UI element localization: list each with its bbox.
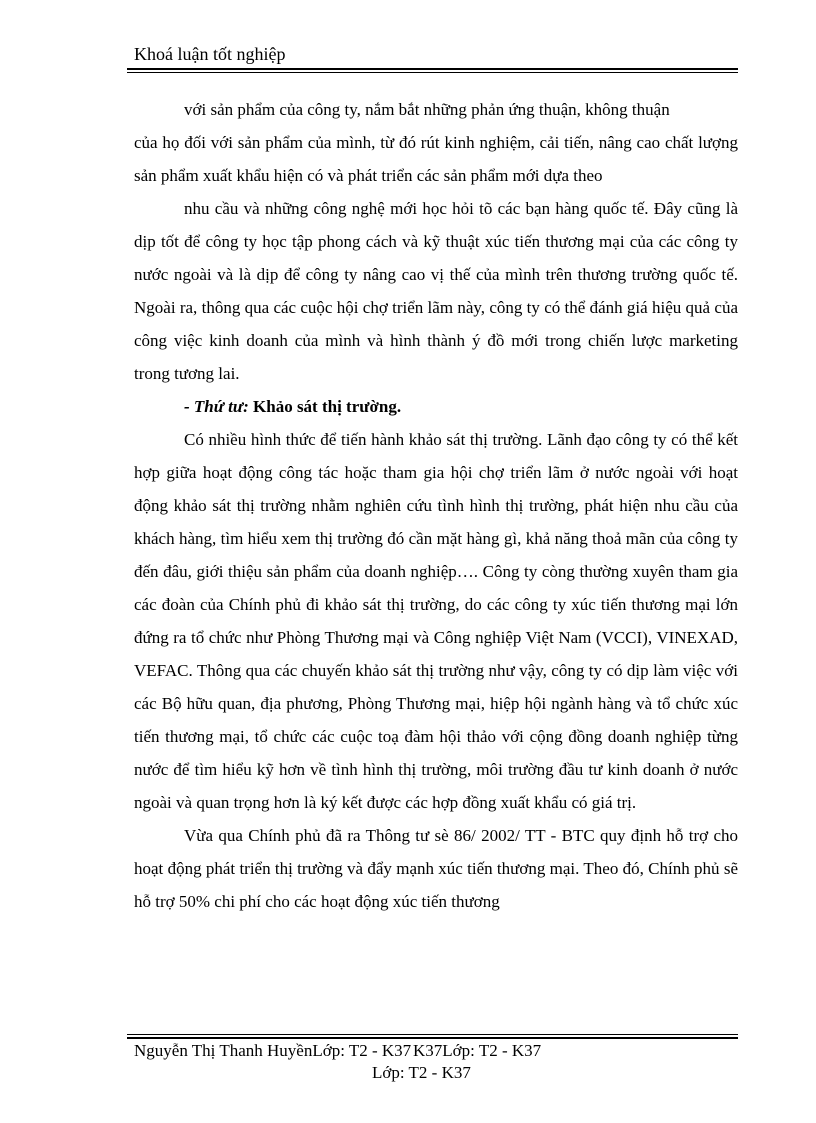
paragraph-continuation-first-line: với sản phẩm của công ty, nắm bắt những phản ứng thuận, không thuận: [184, 100, 670, 119]
page-header-title: Khoá luận tốt nghiệp: [134, 44, 286, 64]
paragraph-continuation: của họ đối với sản phẩm của mình, từ đó rút kinh nghiệm, cải tiến, nâng cao chất lượng sản phẩm xuất khẩu hiện có và phát triển các sản phẩm mới dựa theo: [134, 133, 738, 185]
footer-overlapping-text: K37Lớp: T2 - K37: [413, 1041, 542, 1060]
paragraph: Vừa qua Chính phủ đã ra Thông tư sè 86/ 2002/ TT - BTC quy định hỗ trợ cho hoạt động phát triển thị trường và đẩy mạnh xúc tiến thương mại. Theo đó, Chính phủ sẽ hỗ trợ 50% chi phí cho các hoạt động xúc tiến thương: [134, 826, 738, 911]
section-heading-label: - Thứ tư:: [184, 397, 249, 416]
paragraph: Có nhiều hình thức để tiến hành khảo sát thị trường. Lãnh đạo công ty có thể kết hợp giữa hoạt động công tác hoặc tham gia hội chợ triển lãm ở nước ngoài với hoạt động khảo sát thị trường nhằm nghiên cứu tình hình thị trường, phát hiện nhu cầu của khách hàng, tìm hiểu xem thị trường đó cần mặt hàng gì, khả năng thoả mãn của công ty đến đâu, giới thiệu sản phẩm của doanh nghiệp…. Công ty còng thường xuyên tham gia các đoàn của Chính phủ đi khảo sát thị trường, do các công ty xúc tiến thương mại lớn đứng ra tổ chức như Phòng Thương mại và Công nghiệp Việt Nam (VCCI), VINEXAD, VEFAC. Thông qua các chuyến khảo sát thị trường như vậy, công ty có dịp làm việc với các Bộ hữu quan, địa phương, Phòng Thương mại, hiệp hội ngành hàng và tổ chức xúc tiến thương mại, tổ chức các cuộc toạ đàm hội thảo với cộng đồng doanh nghiệp từng nước để tìm hiểu kỹ hơn về tình hình thị trường, môi trường đầu tư kinh doanh ở nước ngoài và quan trọng hơn là ký kết được các hợp đồng xuất khẩu có giá trị.: [134, 430, 738, 812]
header-divider: [127, 68, 738, 70]
header-divider-thin: [127, 72, 738, 73]
paragraph: nhu cầu và những công nghệ mới học hỏi tõ các bạn hàng quốc tế. Đây cũng là dịp tốt để công ty học tập phong cách và kỹ thuật xúc tiến thương mại của các công ty nước ngoài và là dịp để công ty nâng cao vị thế của mình trên thương trường quốc tế. Ngoài ra, thông qua các cuộc hội chợ triển lãm này, công ty có thể đánh giá hiệu quả của công việc kinh doanh của mình và hình thành ý đồ mới trong chiến lược marketing trong tương lai.: [134, 199, 738, 383]
section-heading-text: Khảo sát thị trường.: [253, 397, 402, 416]
footer-author-class: Nguyễn Thị Thanh HuyềnLớp: T2 - K37: [134, 1041, 412, 1060]
document-body: [134, 93, 738, 918]
footer-divider: [127, 1037, 738, 1039]
footer-divider-thin: [127, 1034, 738, 1035]
section-heading: [134, 390, 738, 423]
footer-class: Lớp: T2 - K37: [372, 1063, 471, 1082]
